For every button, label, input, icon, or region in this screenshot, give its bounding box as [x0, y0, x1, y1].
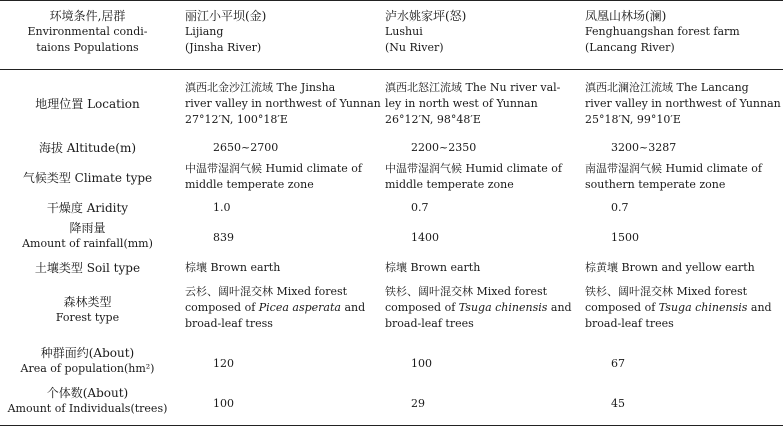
row-altitude-label: 海拔 Altitude(m): [38, 141, 137, 155]
row-aridity-value-1: 1.0: [213, 201, 231, 214]
forest-1-line3: broad-leaf tress: [185, 317, 273, 330]
header-col2-en1: Lushui: [385, 25, 423, 38]
row-altitude-value-2: 2200~2350: [411, 141, 477, 154]
forest-2-pre: composed of: [385, 301, 456, 314]
row-area-label: [0, 345, 175, 377]
forest-2-post: and: [550, 301, 572, 314]
header-col3-en1: Fenghuangshan forest farm: [585, 25, 740, 38]
forest-1-line1: 云杉、阔叶混交林 Mixed forest: [185, 285, 348, 298]
header-col2: [385, 8, 575, 56]
header-col1-cn: 丽江小平坝(金): [185, 9, 267, 23]
row-area-value-3: 67: [611, 357, 625, 370]
location-2-line3: 26°12′N, 98°48′E: [385, 113, 481, 126]
location-2-line1: 滇西北怒江流域 The Nu river val-: [385, 81, 561, 94]
table-top-rule: [0, 0, 783, 1]
row-rainfall-value-3: 1500: [611, 231, 639, 244]
header-col2-cn: 泸水姚家坪(怒): [385, 9, 467, 23]
row-location-label: 地理位置 Location: [35, 97, 140, 111]
row-forest-label: [0, 294, 175, 326]
location-3-line1: 滇西北澜沧江流域 The Lancang: [585, 81, 749, 94]
forest-3-line1: 铁杉、阔叶混交林 Mixed forest: [585, 285, 748, 298]
row-forest-value-1: [185, 284, 375, 332]
header-col1-en2: (Jinsha River): [185, 41, 262, 54]
row-aridity-label: 干燥度 Aridity: [46, 201, 129, 215]
location-3-line3: 25°18′N, 99°10′E: [585, 113, 681, 126]
forest-2-species: Tsuga chinensis: [458, 301, 548, 314]
header-col1-en1: Lijiang: [185, 25, 224, 38]
climate-3-line2: southern temperate zone: [585, 178, 726, 191]
forest-2-line2: [385, 300, 575, 316]
row-climate-value-3: [585, 161, 781, 193]
climate-1-line2: middle temperate zone: [185, 178, 314, 191]
row-area-value-1: 120: [213, 357, 234, 370]
header-col0: [0, 8, 175, 56]
row-location-value-2: [385, 80, 575, 128]
header-col3-en2: (Lancang River): [585, 41, 675, 54]
forest-3-species: Tsuga chinensis: [658, 301, 748, 314]
location-1-line3: 27°12′N, 100°18′E: [185, 113, 288, 126]
forest-3-post: and: [750, 301, 772, 314]
row-climate-value-2: [385, 161, 575, 193]
row-soil-label: 土壤类型 Soil type: [34, 261, 141, 275]
forest-1-line2: [185, 300, 375, 316]
row-soil-value-3: 棕黄壤 Brown and yellow earth: [585, 261, 755, 274]
row-rainfall-value-2: 1400: [411, 231, 439, 244]
row-area-value-2: 100: [411, 357, 432, 370]
rainfall-label-en: Amount of rainfall(mm): [22, 237, 153, 250]
row-location-value-3: [585, 80, 781, 128]
header-col0-en1: Environmental condi-: [27, 25, 148, 38]
row-individuals-label: [0, 385, 175, 417]
area-label-en: Area of population(hm²): [20, 362, 155, 375]
location-1-line2: river valley in northwest of Yunnan: [185, 97, 381, 110]
forest-2-line3: broad-leaf trees: [385, 317, 474, 330]
location-3-line2: river valley in northwest of Yunnan: [585, 97, 781, 110]
row-rainfall-value-1: 839: [213, 231, 234, 244]
individuals-label-en: Amount of Individuals(trees): [7, 402, 168, 415]
forest-3-line2: [585, 300, 781, 316]
forest-1-post: and: [344, 301, 366, 314]
row-location-value-1: [185, 80, 381, 128]
header-col0-en2: taions Populations: [36, 41, 139, 54]
table-bottom-rule: [0, 425, 783, 426]
row-individuals-value-1: 100: [213, 397, 234, 410]
forest-3-pre: composed of: [585, 301, 656, 314]
row-forest-value-2: [385, 284, 575, 332]
rainfall-label-cn: 降雨量: [69, 221, 106, 235]
individuals-label-cn: 个体数(About): [46, 386, 129, 400]
location-1-line1: 滇西北金沙江流域 The Jinsha: [185, 81, 336, 94]
header-col0-cn: 环境条件,居群: [49, 9, 126, 23]
row-climate-label: 气候类型 Climate type: [22, 171, 153, 185]
climate-2-line2: middle temperate zone: [385, 178, 514, 191]
climate-1-line1: 中温带湿润气候 Humid climate of: [185, 162, 362, 175]
row-individuals-value-3: 45: [611, 397, 625, 410]
row-forest-value-3: [585, 284, 781, 332]
row-altitude-value-1: 2650~2700: [213, 141, 279, 154]
climate-2-line1: 中温带湿润气候 Humid climate of: [385, 162, 562, 175]
row-aridity-value-3: 0.7: [611, 201, 629, 214]
climate-3-line1: 南温带湿润气候 Humid climate of: [585, 162, 762, 175]
row-individuals-value-2: 29: [411, 397, 425, 410]
forest-3-line3: broad-leaf trees: [585, 317, 674, 330]
row-rainfall-label: [0, 220, 175, 252]
forest-label-cn: 森林类型: [63, 295, 112, 309]
row-climate-value-1: [185, 161, 375, 193]
forest-label-en: Forest type: [55, 311, 120, 324]
header-col3: [585, 8, 781, 56]
row-soil-value-2: 棕壤 Brown earth: [385, 261, 481, 274]
header-col1: [185, 8, 375, 56]
location-2-line2: ley in north west of Yunnan: [385, 97, 538, 110]
area-label-cn: 种群面约(About): [40, 346, 135, 360]
table-header-rule: [0, 69, 783, 70]
row-soil-value-1: 棕壤 Brown earth: [185, 261, 281, 274]
forest-2-line1: 铁杉、阔叶混交林 Mixed forest: [385, 285, 548, 298]
row-aridity-value-2: 0.7: [411, 201, 429, 214]
header-col2-en2: (Nu River): [385, 41, 444, 54]
row-altitude-value-3: 3200~3287: [611, 141, 677, 154]
header-col3-cn: 凤凰山林场(澜): [585, 9, 667, 23]
forest-1-species: Picea asperata: [258, 301, 341, 314]
forest-1-pre: composed of: [185, 301, 256, 314]
